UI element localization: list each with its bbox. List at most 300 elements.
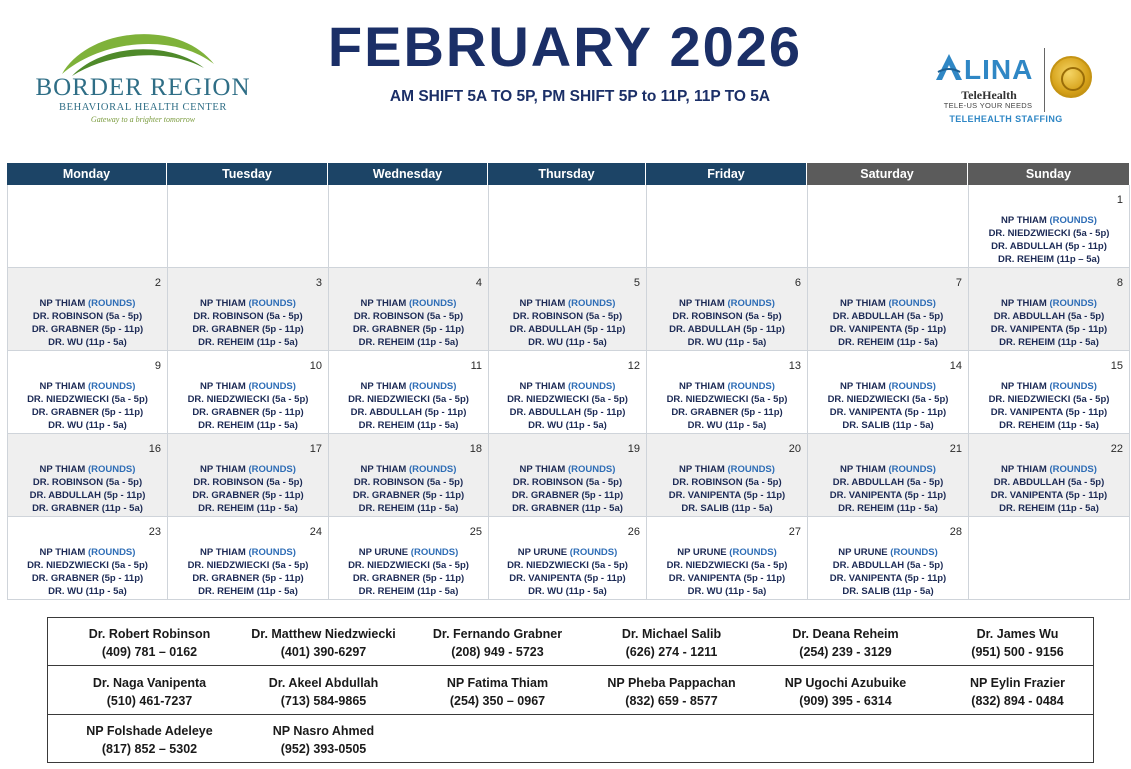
contact-name: Dr. Robert Robinson <box>88 627 211 641</box>
doctor-shift-line: DR. NIEDZWIECKI (5a - 5p) <box>187 560 309 571</box>
logo-divider <box>1044 48 1045 112</box>
weekday-header-row <box>7 163 1129 185</box>
calendar-day-cell <box>808 185 969 268</box>
alina-name: LINA <box>964 54 1034 85</box>
doctor-shift-line: DR. WU (11p - 5a) <box>687 586 767 597</box>
doctor-shift-line: DR. ROBINSON (5a - 5p) <box>193 477 303 488</box>
rounds-label: (ROUNDS) <box>248 464 296 475</box>
rounds-label: (ROUNDS) <box>87 464 136 475</box>
contact-phone: (909) 395 - 6314 <box>799 693 892 708</box>
calendar-day-cell <box>808 517 969 600</box>
np-rounds-line <box>647 463 807 476</box>
doctor-shift-line: DR. SALIB (11p - 5a) <box>842 586 934 597</box>
contact-directory <box>47 617 1094 763</box>
contact-name: Dr. Naga Vanipenta <box>92 675 207 690</box>
logo-arc-icon <box>58 24 218 80</box>
contact-entry <box>236 625 411 661</box>
contact-entry <box>584 674 759 710</box>
doctor-shift-line: DR. REHEIM (11p - 5a) <box>358 586 459 597</box>
doctor-shift-line: DR. ABDULLAH (5a - 5p) <box>993 477 1105 488</box>
shift-assignments <box>489 463 646 515</box>
directory-row <box>48 618 1093 666</box>
np-name: NP THIAM <box>679 381 725 392</box>
np-rounds-line <box>808 380 968 393</box>
doctor-shift-line: DR. GRABNER (5p - 11p) <box>192 573 304 584</box>
np-name: NP THIAM <box>360 464 407 475</box>
rounds-label: (ROUNDS) <box>888 381 936 392</box>
np-name: NP THIAM <box>519 298 566 309</box>
doctor-shift-line: DR. NIEDZWIECKI (5a - 5p) <box>666 394 788 405</box>
rounds-label: (ROUNDS) <box>1049 215 1097 226</box>
shift-assignments <box>647 546 807 598</box>
calendar-day-cell <box>168 434 329 517</box>
np-name: NP THIAM <box>679 298 725 309</box>
rounds-label: (ROUNDS) <box>729 547 777 558</box>
day-number: 5 <box>633 277 640 289</box>
doctor-shift-line: DR. ROBINSON (5a - 5p) <box>32 477 143 488</box>
contact-name: NP Fatima Thiam <box>446 675 549 690</box>
doctor-shift-line: DR. NIEDZWIECKI (5a - 5p) <box>988 394 1110 405</box>
calendar-day-cell <box>329 351 489 434</box>
doctor-shift-line: DR. NIEDZWIECKI (5a - 5p) <box>187 394 309 405</box>
doctor-shift-line: DR. ROBINSON (5a - 5p) <box>512 477 623 488</box>
day-number: 23 <box>148 526 161 538</box>
np-name: NP THIAM <box>1001 464 1047 475</box>
doctor-shift-line: DR. NIEDZWIECKI (5a - 5p) <box>666 560 788 571</box>
rounds-label: (ROUNDS) <box>87 298 136 309</box>
np-name: NP THIAM <box>39 298 86 309</box>
calendar-day-cell <box>489 434 647 517</box>
day-number: 12 <box>627 360 640 372</box>
np-rounds-line <box>168 463 328 476</box>
calendar-day-cell <box>168 351 329 434</box>
doctor-shift-line: DR. ABDULLAH (5p - 11p) <box>669 324 785 335</box>
day-number: 2 <box>154 277 161 289</box>
doctor-shift-line: DR. REHEIM (11p - 5a) <box>198 503 298 514</box>
doctor-shift-line: DR. ABDULLAH (5a - 5p) <box>832 311 944 322</box>
np-name: NP THIAM <box>200 464 246 475</box>
day-number: 18 <box>469 443 482 455</box>
doctor-shift-line: DR. ABDULLAH (5p - 11p) <box>509 324 626 335</box>
calendar-day-cell <box>329 185 489 268</box>
doctor-shift-line: DR. GRABNER (5p - 11p) <box>192 490 304 501</box>
np-name: NP THIAM <box>519 464 566 475</box>
logo-tagline: Gateway to a brighter tomorrow <box>90 115 196 124</box>
doctor-shift-line: DR. VANIPENTA (5p - 11p) <box>829 490 947 501</box>
shift-assignments <box>808 297 968 349</box>
doctor-shift-line: DR. GRABNER (5p - 11p) <box>192 407 304 418</box>
contact-phone: (409) 781 – 0162 <box>101 645 198 659</box>
contact-phone: (952) 393-0505 <box>280 742 367 756</box>
np-name: NP THIAM <box>360 298 407 309</box>
shift-assignments <box>168 297 328 349</box>
calendar-day-cell <box>489 185 647 268</box>
border-region-logo <box>24 22 256 126</box>
np-rounds-line <box>329 463 488 476</box>
contact-phone: (208) 949 - 5723 <box>451 645 544 659</box>
contact-phone: (626) 274 - 1211 <box>625 645 718 659</box>
doctor-shift-line: DR. GRABNER (11p - 5a) <box>32 503 143 514</box>
contact-name: NP Ugochi Azubuike <box>784 675 907 690</box>
contact-name: Dr. Akeel Abdullah <box>268 675 379 690</box>
shift-assignments <box>329 463 488 515</box>
day-number: 15 <box>1110 360 1123 372</box>
np-name: NP THIAM <box>360 381 407 392</box>
doctor-shift-line: DR. NIEDZWIECKI (5a - 5p) <box>827 394 949 405</box>
np-name: NP URUNE <box>358 547 409 558</box>
doctor-shift-line: DR. NIEDZWIECKI (5a - 5p) <box>27 394 148 405</box>
gold-seal-icon <box>1050 56 1092 98</box>
contact-name: Dr. Matthew Niedzwiecki <box>251 627 396 641</box>
doctor-shift-line: DR. REHEIM (11p - 5a) <box>358 337 459 348</box>
np-name: NP THIAM <box>1001 298 1047 309</box>
calendar-day-cell <box>969 351 1130 434</box>
doctor-shift-line: DR. ROBINSON (5a - 5p) <box>353 477 464 488</box>
day-number: 3 <box>315 277 322 289</box>
np-name: NP THIAM <box>39 464 86 475</box>
day-number: 28 <box>949 526 962 538</box>
shift-assignments <box>168 380 328 432</box>
calendar-day-cell <box>647 185 808 268</box>
doctor-shift-line: DR. VANIPENTA (5p - 11p) <box>990 324 1108 335</box>
contact-phone: (510) 461-7237 <box>106 693 193 708</box>
day-number: 22 <box>1110 443 1123 455</box>
doctor-shift-line: DR. GRABNER (5p - 11p) <box>352 324 465 335</box>
contact-name: NP Nasro Ahmed <box>272 724 375 738</box>
contact-entry <box>62 625 237 661</box>
day-number: 13 <box>788 360 801 372</box>
contact-phone: (713) 584-9865 <box>280 693 367 708</box>
doctor-shift-line: DR. ROBINSON (5a - 5p) <box>672 311 782 322</box>
np-name: NP THIAM <box>1001 215 1047 226</box>
doctor-shift-line: DR. VANIPENTA (5p - 11p) <box>829 573 947 584</box>
rounds-label: (ROUNDS) <box>248 381 296 392</box>
calendar-day-cell <box>969 434 1130 517</box>
shift-assignments <box>808 380 968 432</box>
doctor-shift-line: DR. ROBINSON (5a - 5p) <box>193 311 303 322</box>
weekday-header: Monday <box>7 163 167 185</box>
doctor-shift-line: DR. ROBINSON (5a - 5p) <box>512 311 623 322</box>
day-number: 20 <box>788 443 801 455</box>
weekday-header: Friday <box>646 163 807 185</box>
calendar-day-cell <box>8 268 168 351</box>
shift-assignments <box>168 463 328 515</box>
shift-assignments <box>808 546 968 598</box>
np-name: NP THIAM <box>200 547 246 558</box>
np-rounds-line <box>489 463 646 476</box>
shift-assignments <box>969 297 1129 349</box>
rounds-label: (ROUNDS) <box>87 547 136 558</box>
np-name: NP THIAM <box>679 464 725 475</box>
doctor-shift-line: DR. ABDULLAH (5a - 5p) <box>832 477 944 488</box>
doctor-shift-line: DR. WU (11p - 5a) <box>687 420 767 431</box>
doctor-shift-line: DR. ABDULLAH (5p - 11p) <box>991 241 1107 252</box>
np-rounds-line <box>969 463 1129 476</box>
calendar-day-cell <box>808 434 969 517</box>
contact-name: NP Pheba Pappachan <box>607 675 736 690</box>
np-name: NP THIAM <box>39 381 86 392</box>
directory-row <box>48 715 1093 763</box>
doctor-shift-line: DR. ABDULLAH (5a - 5p) <box>993 311 1105 322</box>
directory-row <box>48 667 1093 715</box>
calendar-day-cell <box>808 351 969 434</box>
rounds-label: (ROUNDS) <box>248 547 296 558</box>
day-number: 16 <box>148 443 161 455</box>
contact-entry <box>410 625 585 661</box>
page-title: FEBRUARY 2026 <box>327 15 803 78</box>
calendar-day-cell <box>969 185 1130 268</box>
rounds-label: (ROUNDS) <box>87 381 136 392</box>
np-rounds-line <box>647 297 807 310</box>
doctor-shift-line: DR. REHEIM (11p - 5a) <box>198 420 298 431</box>
rounds-label: (ROUNDS) <box>1049 464 1097 475</box>
rounds-label: (ROUNDS) <box>1049 298 1097 309</box>
contact-name: Dr. James Wu <box>976 627 1059 641</box>
calendar-day-cell <box>647 434 808 517</box>
doctor-shift-line: DR. WU (11p - 5a) <box>528 586 607 597</box>
rounds-label: (ROUNDS) <box>888 298 936 309</box>
np-name: NP THIAM <box>840 464 886 475</box>
contact-name: Dr. Michael Salib <box>621 627 722 641</box>
doctor-shift-line: DR. REHEIM (11p - 5a) <box>358 420 459 431</box>
shift-assignments <box>647 380 807 432</box>
np-rounds-line <box>329 297 488 310</box>
day-number: 26 <box>627 526 640 538</box>
doctor-shift-line: DR. REHEIM (11p - 5a) <box>838 503 938 514</box>
np-rounds-line <box>8 297 167 310</box>
np-rounds-line <box>168 546 328 559</box>
contact-phone: (254) 239 - 3129 <box>799 645 892 659</box>
doctor-shift-line: DR. NIEDZWIECKI (5a - 5p) <box>507 560 628 571</box>
day-number: 11 <box>470 360 482 372</box>
np-rounds-line <box>8 463 167 476</box>
np-rounds-line <box>8 380 167 393</box>
day-number: 7 <box>955 277 962 289</box>
rounds-label: (ROUNDS) <box>567 298 616 309</box>
weekday-header: Thursday <box>488 163 646 185</box>
day-number: 25 <box>469 526 482 538</box>
np-name: NP URUNE <box>517 547 568 558</box>
calendar-day-cell <box>647 268 808 351</box>
doctor-shift-line: DR. NIEDZWIECKI (5a - 5p) <box>348 560 469 571</box>
shift-assignments <box>489 380 646 432</box>
doctor-shift-line: DR. GRABNER (5p - 11p) <box>511 490 624 501</box>
doctor-shift-line: DR. VANIPENTA (5p - 11p) <box>668 573 786 584</box>
np-rounds-line <box>969 380 1129 393</box>
np-name: NP THIAM <box>840 298 886 309</box>
doctor-shift-line: DR. ABDULLAH (5p - 11p) <box>29 490 146 501</box>
rounds-label: (ROUNDS) <box>567 464 616 475</box>
shift-assignments <box>8 380 167 432</box>
shift-assignments <box>329 380 488 432</box>
calendar-day-cell <box>647 517 808 600</box>
calendar-day-cell <box>969 517 1130 600</box>
weekend-header: Sunday <box>968 163 1129 185</box>
calendar-grid <box>7 185 1129 600</box>
contact-phone: (951) 500 - 9156 <box>971 645 1064 659</box>
doctor-shift-line: DR. ABDULLAH (5p - 11p) <box>350 407 467 418</box>
doctor-shift-line: DR. GRABNER (5p - 11p) <box>31 573 144 584</box>
day-number: 10 <box>309 360 322 372</box>
shift-assignments <box>647 297 807 349</box>
doctor-shift-line: DR. REHEIM (11p - 5a) <box>198 337 298 348</box>
np-rounds-line <box>647 546 807 559</box>
doctor-shift-line: DR. WU (11p - 5a) <box>687 337 767 348</box>
calendar <box>7 163 1129 601</box>
np-rounds-line <box>329 546 488 559</box>
contact-phone: (401) 390-6297 <box>280 645 367 659</box>
shift-assignments <box>329 546 488 598</box>
weekday-header: Wednesday <box>328 163 488 185</box>
rounds-label: (ROUNDS) <box>727 381 775 392</box>
rounds-label: (ROUNDS) <box>567 381 616 392</box>
calendar-day-cell <box>329 268 489 351</box>
calendar-day-cell <box>8 351 168 434</box>
contact-entry <box>410 674 585 710</box>
contact-phone: (254) 350 – 0967 <box>449 693 546 708</box>
doctor-shift-line: DR. GRABNER (5p - 11p) <box>671 407 783 418</box>
doctor-shift-line: DR. SALIB (11p - 5a) <box>681 503 773 514</box>
contact-phone: (832) 894 - 0484 <box>971 693 1064 708</box>
calendar-day-cell <box>647 351 808 434</box>
shift-assignments <box>329 297 488 349</box>
contact-name: NP Folshade Adeleye <box>86 724 213 738</box>
rounds-label: (ROUNDS) <box>408 464 457 475</box>
alina-tagline: TELE-US YOUR NEEDS <box>943 101 1033 110</box>
shift-assignments <box>808 463 968 515</box>
calendar-day-cell <box>329 434 489 517</box>
doctor-shift-line: DR. NIEDZWIECKI (5a - 5p) <box>27 560 148 571</box>
weekend-header: Saturday <box>807 163 968 185</box>
shift-assignments <box>969 380 1129 432</box>
rounds-label: (ROUNDS) <box>408 381 457 392</box>
shift-assignments <box>8 546 167 598</box>
doctor-shift-line: DR. WU (11p - 5a) <box>48 337 127 348</box>
doctor-shift-line: DR. SALIB (11p - 5a) <box>842 420 934 431</box>
doctor-shift-line: DR. VANIPENTA (5p - 11p) <box>990 407 1108 418</box>
calendar-day-cell <box>489 517 647 600</box>
contact-entry <box>236 674 411 710</box>
shift-subtitle: AM SHIFT 5A TO 5P, PM SHIFT 5P to 11P, 11P TO 5A <box>389 88 771 105</box>
day-number: 14 <box>949 360 962 372</box>
calendar-day-cell <box>168 268 329 351</box>
doctor-shift-line: DR. REHEIM (11p - 5a) <box>838 337 938 348</box>
doctor-shift-line: DR. REHEIM (11p - 5a) <box>198 586 298 597</box>
day-number: 4 <box>475 277 482 289</box>
contact-entry <box>930 625 1105 661</box>
doctor-shift-line: DR. GRABNER (5p - 11p) <box>31 324 144 335</box>
np-name: NP URUNE <box>677 547 727 558</box>
doctor-shift-line: DR. GRABNER (11p - 5a) <box>512 503 623 514</box>
contact-entry <box>758 625 933 661</box>
doctor-shift-line: DR. GRABNER (5p - 11p) <box>352 573 465 584</box>
doctor-shift-line: DR. REHEIM (11p - 5a) <box>999 420 1099 431</box>
alina-telehealth: TeleHealth <box>961 88 1017 102</box>
np-rounds-line <box>168 297 328 310</box>
contact-entry <box>584 625 759 661</box>
day-number: 19 <box>627 443 640 455</box>
day-number: 1 <box>1116 194 1123 206</box>
day-number: 27 <box>788 526 801 538</box>
shift-assignments <box>489 546 646 598</box>
telehealth-staffing-label: TELEHEALTH STAFFING <box>949 114 1063 124</box>
np-name: NP THIAM <box>200 298 246 309</box>
np-rounds-line <box>969 214 1129 227</box>
doctor-shift-line: DR. VANIPENTA (5p - 11p) <box>509 573 626 584</box>
doctor-shift-line: DR. WU (11p - 5a) <box>48 586 127 597</box>
contact-entry <box>62 674 237 710</box>
day-number: 6 <box>794 277 801 289</box>
calendar-day-cell <box>168 517 329 600</box>
contact-phone: (817) 852 – 5302 <box>101 742 198 756</box>
doctor-shift-line: DR. REHEIM (11p - 5a) <box>999 503 1099 514</box>
doctor-shift-line: DR. ROBINSON (5a - 5p) <box>672 477 782 488</box>
calendar-day-cell <box>168 185 329 268</box>
np-rounds-line <box>647 380 807 393</box>
shift-assignments <box>489 297 646 349</box>
shift-assignments <box>8 463 167 515</box>
rounds-label: (ROUNDS) <box>248 298 296 309</box>
doctor-shift-line: DR. VANIPENTA (5p - 11p) <box>829 407 947 418</box>
calendar-day-cell <box>8 185 168 268</box>
alina-logo <box>926 44 1098 128</box>
doctor-shift-line: DR. WU (11p - 5a) <box>528 337 607 348</box>
rounds-label: (ROUNDS) <box>569 547 618 558</box>
rounds-label: (ROUNDS) <box>408 298 457 309</box>
np-rounds-line <box>808 546 968 559</box>
doctor-shift-line: DR. NIEDZWIECKI (5a - 5p) <box>348 394 469 405</box>
rounds-label: (ROUNDS) <box>1049 381 1097 392</box>
shift-assignments <box>168 546 328 598</box>
doctor-shift-line: DR. REHEIM (11p - 5a) <box>358 503 459 514</box>
doctor-shift-line: DR. ABDULLAH (5a - 5p) <box>832 560 944 571</box>
calendar-day-cell <box>8 517 168 600</box>
doctor-shift-line: DR. NIEDZWIECKI (5a - 5p) <box>507 394 628 405</box>
day-number: 8 <box>1116 277 1123 289</box>
shift-assignments <box>647 463 807 515</box>
doctor-shift-line: DR. WU (11p - 5a) <box>528 420 607 431</box>
np-rounds-line <box>489 546 646 559</box>
doctor-shift-line: DR. ROBINSON (5a - 5p) <box>32 311 143 322</box>
doctor-shift-line: DR. ROBINSON (5a - 5p) <box>353 311 464 322</box>
rounds-label: (ROUNDS) <box>890 547 938 558</box>
calendar-day-cell <box>489 351 647 434</box>
day-number: 9 <box>154 360 161 372</box>
np-name: NP THIAM <box>840 381 886 392</box>
shift-assignments <box>8 297 167 349</box>
calendar-day-cell <box>489 268 647 351</box>
calendar-day-cell <box>969 268 1130 351</box>
np-rounds-line <box>489 380 646 393</box>
contact-entry <box>930 674 1105 710</box>
calendar-day-cell <box>8 434 168 517</box>
doctor-shift-line: DR. GRABNER (5p - 11p) <box>192 324 304 335</box>
doctor-shift-line: DR. REHEIM (11p – 5a) <box>998 254 1100 265</box>
contact-name: Dr. Fernando Grabner <box>432 627 563 641</box>
weekday-header: Tuesday <box>167 163 328 185</box>
rounds-label: (ROUNDS) <box>888 464 936 475</box>
np-rounds-line <box>329 380 488 393</box>
calendar-day-cell <box>808 268 969 351</box>
logo-subname: BEHAVIORAL HEALTH CENTER <box>58 102 227 113</box>
contact-phone: (832) 659 - 8577 <box>625 693 718 708</box>
doctor-shift-line: DR. WU (11p - 5a) <box>48 420 127 431</box>
calendar-day-cell <box>329 517 489 600</box>
contact-name: Dr. Deana Reheim <box>792 627 899 641</box>
np-rounds-line <box>969 297 1129 310</box>
np-name: NP URUNE <box>838 547 888 558</box>
doctor-shift-line: DR. VANIPENTA (5p - 11p) <box>829 324 947 335</box>
